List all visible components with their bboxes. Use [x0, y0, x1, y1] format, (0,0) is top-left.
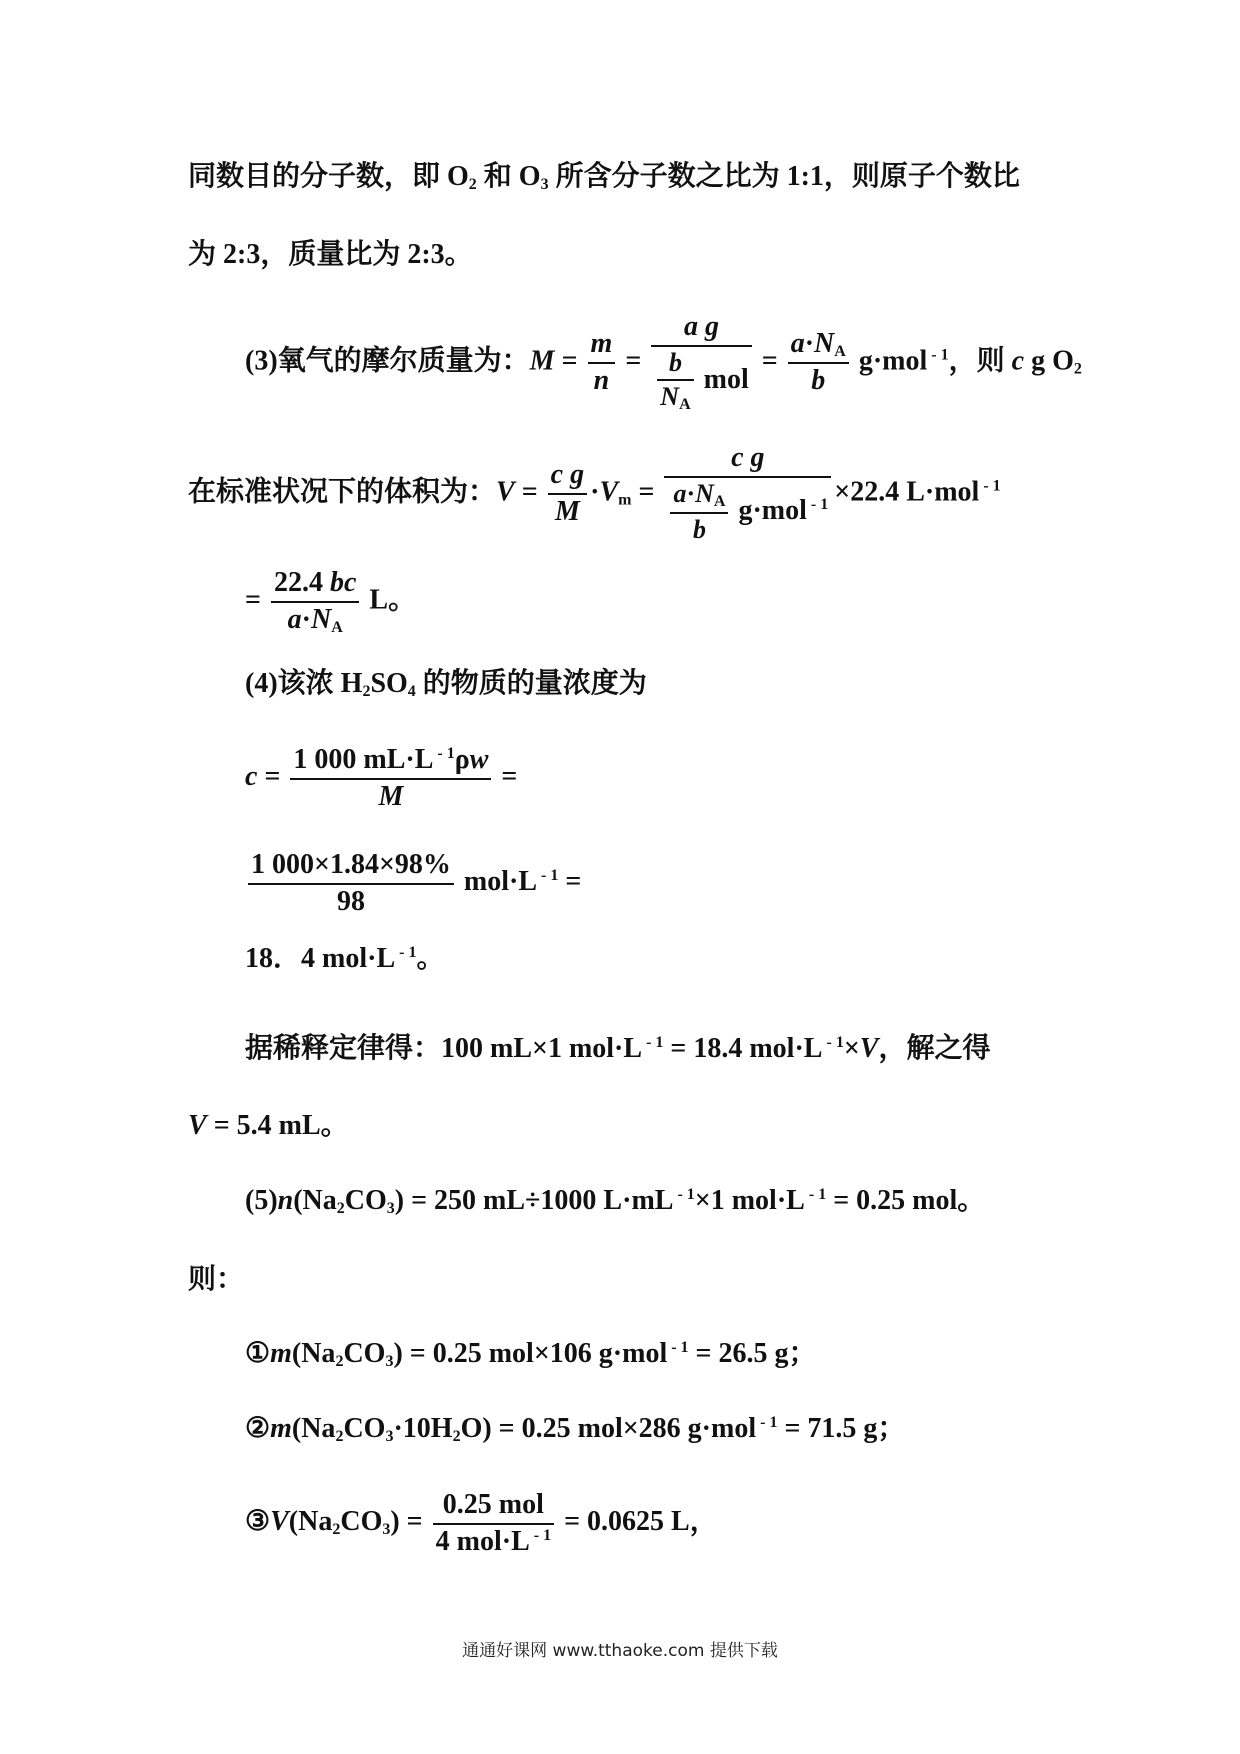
subscript: 3: [385, 1428, 394, 1445]
variable: m: [270, 1338, 292, 1369]
text-segment: = 71.5 g；: [777, 1413, 906, 1444]
molar-mass-equation: [245, 312, 1082, 414]
numerator: c g: [731, 442, 765, 473]
denominator: 4 mol·L: [435, 1525, 530, 1557]
variable: a: [673, 478, 687, 508]
equals-sign: ) =: [390, 1506, 430, 1538]
text-segment: ×1 mol·L: [694, 1185, 805, 1216]
mass-sodium-carbonate: [245, 1340, 817, 1370]
superscript: - 1: [642, 1034, 664, 1051]
superscript: - 1: [529, 1526, 552, 1544]
fraction-b-over-na: [657, 349, 693, 414]
volume-sodium-carbonate: [245, 1490, 718, 1558]
dot: ·: [804, 327, 815, 359]
superscript: - 1: [806, 495, 829, 513]
superscript: - 1: [433, 745, 455, 762]
equals-sign: =: [257, 761, 288, 793]
subscript: A: [713, 492, 726, 510]
variable: n: [593, 365, 610, 396]
variable: m: [270, 1413, 292, 1444]
circled-number: ②: [245, 1413, 271, 1444]
superscript: - 1: [667, 1339, 689, 1356]
variable: N: [660, 382, 680, 412]
superscript: - 1: [537, 867, 559, 885]
variable: c: [245, 761, 258, 793]
subscript: 3: [540, 176, 549, 193]
fraction-cg-over-molar-mass: [664, 443, 831, 545]
variable: n: [277, 1185, 294, 1216]
unit: g·mol: [858, 345, 928, 377]
text-segment: 的物质的量浓度为: [415, 668, 647, 699]
superscript: - 1: [756, 1414, 778, 1431]
numerator: 22.4: [273, 567, 330, 598]
variable: N: [695, 478, 714, 508]
variable: V: [496, 476, 515, 508]
mass-sodium-carbonate-decahydrate: [245, 1415, 905, 1445]
text-segment: = 18.4 mol·L: [663, 1033, 823, 1064]
numerator: 0.25 mol: [433, 1490, 554, 1525]
variable: w: [469, 744, 489, 775]
variable: N: [310, 603, 332, 635]
fraction-volume-result: [271, 568, 359, 636]
fraction-cg-over-m: [548, 460, 587, 528]
equals-sign: =: [494, 761, 518, 793]
equals-sign: =: [514, 476, 545, 508]
variable: b: [668, 347, 682, 377]
fraction-ana-over-b: [670, 480, 728, 545]
variable: a: [287, 603, 302, 635]
superscript: - 1: [927, 346, 949, 364]
text-segment: 。: [416, 943, 445, 974]
denominator: 98: [336, 885, 365, 917]
text-segment: (Na: [291, 1338, 336, 1369]
text-segment: = 0.25 mol。: [826, 1185, 986, 1216]
variable: V: [188, 1110, 207, 1141]
dilution-result: [188, 1112, 349, 1140]
superscript: - 1: [822, 1034, 844, 1051]
variable: bc: [329, 567, 357, 598]
numerator: 1 000 mL·L: [293, 744, 434, 775]
text-segment: CO: [344, 1185, 387, 1216]
text-segment: (Na: [291, 1413, 336, 1444]
text-segment: = 5.4 mL。: [206, 1110, 349, 1141]
variable: N: [814, 327, 835, 359]
subscript: 4: [407, 683, 416, 700]
subscript: 2: [362, 683, 371, 700]
text-segment: (3)氧气的摩尔质量为：: [245, 345, 530, 377]
subscript: 2: [336, 1200, 345, 1217]
text-segment: 所含分子数之比为 1:1，则原子个数比: [548, 161, 1020, 192]
superscript: - 1: [979, 477, 1001, 495]
variable: V: [859, 1033, 879, 1064]
concentration-calculation: [245, 850, 581, 918]
variable: M: [378, 780, 404, 812]
footer-source: 通通好课网 www.tthaoke.com 提供下载: [462, 1641, 778, 1661]
equals-sign: =: [245, 584, 268, 616]
text-line-1: [188, 163, 1020, 193]
text-segment: ) = 250 mL÷1000 L·mL: [394, 1185, 674, 1216]
unit: L。: [369, 584, 417, 616]
equals-sign: =: [631, 476, 662, 508]
dilution-law: [245, 1035, 990, 1063]
circled-number: ③: [245, 1506, 271, 1538]
subscript: 2: [332, 1521, 341, 1539]
volume-result: [245, 568, 416, 636]
equals-sign: =: [554, 345, 585, 377]
text-segment: 在标准状况下的体积为：: [188, 476, 497, 508]
equals-sign: =: [618, 345, 649, 377]
superscript: - 1: [804, 1186, 827, 1203]
dot: ·: [590, 476, 600, 508]
variable: V: [599, 476, 619, 508]
sodium-carbonate-moles: [245, 1187, 985, 1217]
subscript: A: [331, 618, 343, 636]
variable: M: [554, 496, 580, 527]
superscript: - 1: [673, 1186, 695, 1203]
text-segment: ·10H: [393, 1413, 453, 1444]
text-line-13: 则：: [188, 1264, 245, 1295]
fraction-volume: [433, 1490, 554, 1558]
fraction-m-over-n: [588, 329, 616, 397]
subscript: 2: [335, 1428, 344, 1445]
text-segment: (4)该浓 H: [245, 668, 363, 699]
text-segment: CO: [343, 1413, 386, 1444]
fraction-concentration: [290, 745, 491, 813]
dot: ·: [686, 478, 696, 508]
variable: b: [811, 365, 826, 397]
text-segment: 据稀释定律得：100 mL×1 mol·L: [245, 1033, 643, 1064]
text-segment: 同数目的分子数，即 O: [188, 161, 469, 192]
concentration-result: [245, 945, 444, 973]
subscript: A: [834, 342, 846, 360]
text-segment: ×: [843, 1033, 860, 1064]
unit: mol: [696, 363, 749, 395]
variable: b: [692, 515, 706, 545]
text-segment: ) = 0.25 mol×106 g·mol: [393, 1338, 668, 1369]
text-segment: 和 O: [476, 161, 541, 192]
text-segment: (5): [245, 1185, 278, 1216]
text-segment: ×22.4 L·mol: [834, 476, 980, 508]
subscript: 2: [452, 1428, 461, 1445]
text-segment: CO: [340, 1506, 383, 1538]
text-segment: 18．4 mol·L: [245, 943, 396, 974]
dot: ·: [301, 603, 311, 635]
fraction-ag-over-mol: [651, 312, 751, 414]
subscript: 3: [386, 1200, 395, 1217]
text-segment: (Na: [293, 1185, 337, 1216]
numerator: 1 000×1.84×98%: [248, 850, 454, 885]
subscript: A: [679, 396, 691, 414]
text-segment: O) = 0.25 mol×286 g·mol: [460, 1413, 757, 1444]
unit: g·mol: [731, 494, 807, 526]
subscript: 2: [468, 176, 477, 193]
variable: ρ: [454, 744, 470, 775]
numerator: c g: [550, 459, 585, 491]
numerator: a g: [684, 311, 719, 342]
text-segment: = 26.5 g；: [688, 1338, 817, 1369]
circled-number: ①: [245, 1338, 271, 1369]
subscript: 3: [382, 1521, 391, 1539]
fraction-ana-over-b: [788, 329, 849, 397]
variable: M: [529, 345, 555, 377]
volume-equation: [188, 443, 1001, 545]
subscript: 3: [385, 1353, 394, 1370]
text-segment: CO: [343, 1338, 386, 1369]
equals-sign: =: [754, 345, 785, 377]
variable: m: [590, 328, 613, 360]
equals-sign: =: [558, 866, 582, 898]
text-line-6: [245, 670, 647, 700]
text-line-2: 为 2:3，质量比为 2:3。: [188, 239, 473, 270]
subscript: 2: [1073, 360, 1082, 378]
variable: c: [1011, 345, 1025, 377]
concentration-formula: [245, 745, 517, 813]
unit: mol·L: [456, 866, 538, 898]
variable: a: [790, 327, 805, 359]
superscript: - 1: [395, 944, 417, 961]
text-segment: SO: [370, 668, 408, 699]
text-segment: g O: [1024, 345, 1074, 377]
text-segment: = 0.0625 L，: [557, 1506, 718, 1538]
variable: V: [270, 1506, 289, 1538]
text-segment: ，则: [948, 345, 1012, 377]
text-segment: (Na: [288, 1506, 333, 1538]
fraction-calculation: [248, 850, 454, 918]
subscript: 2: [335, 1353, 344, 1370]
subscript: m: [618, 491, 632, 509]
text-segment: ，解之得: [878, 1033, 991, 1064]
